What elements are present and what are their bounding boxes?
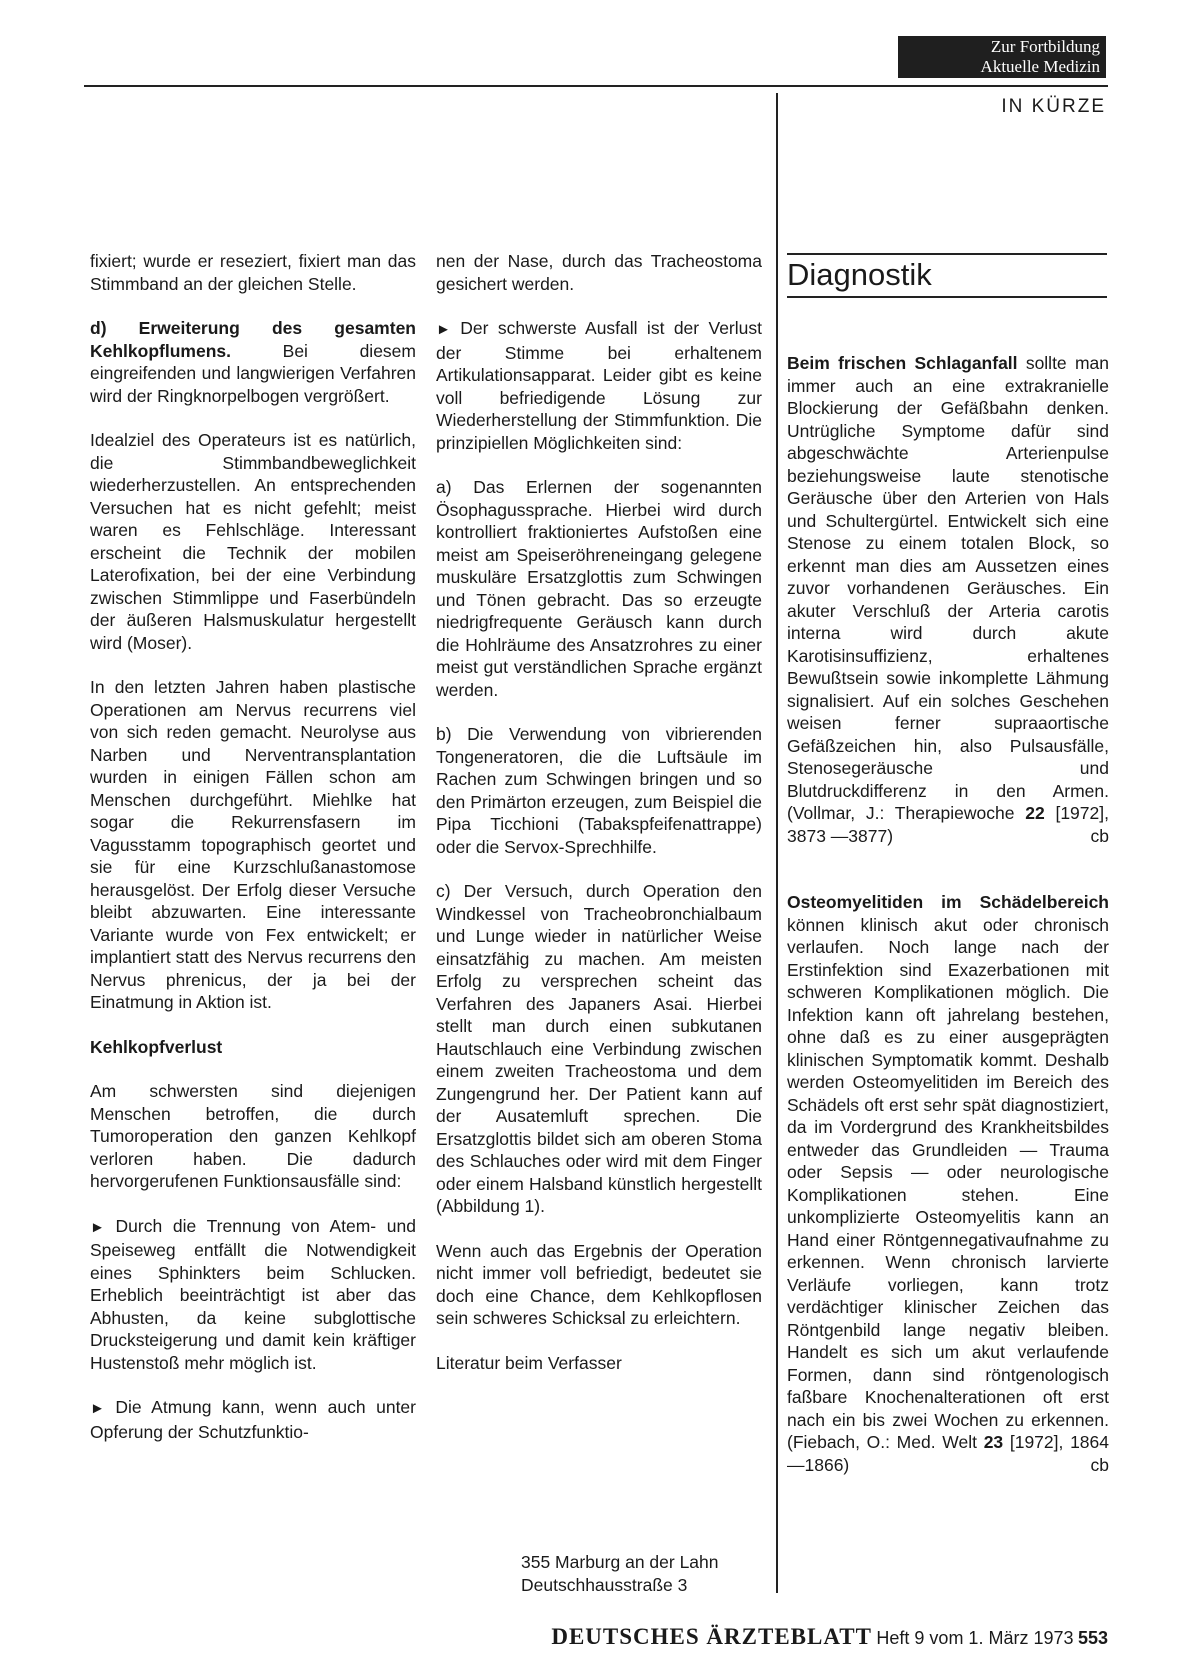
paragraph: Wenn auch das Ergebnis der Operation nicht immer voll befriedigt, bedeutet sie doch eine Chance, dem Kehlkopflosen sein schweres Schicksal zu erleichtern. (436, 1240, 762, 1328)
magazine-name: DEUTSCHES ÄRZTEBLATT (551, 1624, 872, 1649)
paragraph: nen der Nase, durch das Tracheostoma gesichert werden. (436, 251, 762, 294)
section-label-line2: Aktuelle Medizin (980, 57, 1100, 76)
news-item: Beim frischen Schlaganfall sollte man immer auch an eine extrakranielle Blockierung der Gefäßbahn denken. Untrügliche Symptome dafür sind abgeschwächte Arterienpulse beziehungsweise laute stenotische Geräusche über den Arterien von Hals und Schultergürtel. Entwickelt sich eine Stenose zu einem totalen Block, so erkennt man dies am Aussetzen eines zuvor vorhandenen Geräusches. Ein akuter Verschluß der Arteria carotis interna wird durch akute Karotisinsuffizienz, erhaltenes Bewußtsein sowie inkomplette Lähmung signalisiert. Auf ein solches Geschehen weisen ferner supraaortische Gefäßzeichen hin, also Pulsausfälle, Stenosegeräusche und Blutdruckdifferenz in den Armen. (Vollmar, J.: Therapiewoche 22 [1972], 3873 —3877) cb (787, 353, 1109, 846)
paragraph: d) Erweiterung des gesamten Kehlkopflumens. Bei diesem eingreifenden und langwierigen Verfahren wird der Ringknorpelbogen vergrößert. (90, 318, 416, 406)
column-2 (436, 250, 762, 1374)
section-label-box (898, 36, 1106, 78)
paragraph: fixiert; wurde er reseziert, fixiert man das Stimmband an der gleichen Stelle. (90, 251, 416, 294)
literature-note: Literatur beim Verfasser (436, 1352, 622, 1373)
section-title: IN KÜRZE (1001, 96, 1106, 117)
paragraph-lead: d) Erweiterung des gesamten Kehlkopflumens. (90, 318, 416, 361)
paragraph: b) Die Verwendung von vibrierenden Tongeneratoren, die die Luftsäule im Rachen zum Schwingen bringen und so den Primärton erzeugen, zum Beispiel die Pipa Ticchioni (Tabakspfeifenattrappe) oder die Servox-Sprechhilfe. (436, 724, 762, 857)
arrow-icon: ► (436, 321, 451, 338)
news-item-lead: Osteomyelitiden im Schädelbereich (787, 892, 1109, 912)
paragraph: c) Der Versuch, durch Operation den Windkessel von Tracheobronchialbaum und Lunge wieder in natürlicher Weise einsatzfähig zu machen. Am meisten Erfolg zu versprechen scheint das Verfahren des Japaners Asai. Hierbei stellt man durch einen subkutanen Hautschlauch eine Verbindung zwischen einem zweiten Tracheostoma und dem Zungengrund her. Der Patient kann auf der Ausatemluft sprechen. Die Ersatzglottis bildet sich am oberen Stoma des Schlauches oder wird mit dem Finger oder einem Halsband künstlich hergestellt (Abbildung 1). (436, 881, 762, 1216)
top-rule (84, 85, 1108, 87)
news-item-lead: Beim frischen Schlaganfall (787, 353, 1018, 373)
title-rule-top (787, 253, 1107, 255)
author-initials: cb (1090, 1454, 1109, 1475)
paragraph: a) Das Erlernen der sogenannten Ösophagussprache. Hierbei wird durch kontrolliert fraktioniertes Aufstoßen eine meist am Speiseröhreneingang gelegene muskuläre Ersatzglottis zum Schwingen und Tönen gebracht. Das so erzeugte niedrigfrequente Geräusch kann durch die Hohlräume des Ansatzrohres zu einer meist gut verständlichen Sprache ergänzt werden. (436, 477, 762, 700)
list-item: ► Durch die Trennung von Atem- und Speiseweg entfällt die Notwendigkeit eines Sphinkters beim Schlucken. Erheblich beeinträchtigt ist aber das Abhusten, da keine subglottische Drucksteigerung und damit kein kräftiger Hustenstoß mehr möglich ist. (90, 1215, 416, 1373)
paragraph: Idealziel des Operateurs ist es natürlich, die Stimmbandbeweglichkeit wiederherzustellen. An entsprechenden Versuchen hat es nicht gefehlt; meist waren es Fehlschläge. Interessant erscheint die Technik der mobilen Laterofixation, bei der eine Verbindung zwischen Stimmlippe und Faserbündeln der äußeren Halsmuskulatur hergestellt wird (Moser). (90, 430, 416, 653)
author-address: 355 Marburg an der Lahn Deutschhausstraße 3 (521, 1552, 719, 1595)
paragraph: In den letzten Jahren haben plastische Operationen am Nervus recurrens viel von sich reden gemacht. Neurolyse aus Narben und Nerventransplantation wurden in einigen Fällen schon am Menschen durchgeführt. Miehlke hat sogar die Rekurrensfasern im Vagusstamm topographisch geortet und sie für eine Kurzschlußanastomose herausgelöst. Der Erfolg dieser Versuche bleibt abzuwarten. Eine interessante Variante wurde von Fex entwickelt; er implantiert statt des Nervus recurrens den Nervus phrenicus, der ja bei der Einatmung in Aktion ist. (90, 677, 416, 1012)
news-item: Osteomyelitiden im Schädelbereich können klinisch akut oder chronisch verlaufen. Noch lange nach der Erstinfektion sind Exazerbationen mit schweren Komplikationen möglich. Die Infektion kann oft jahrelang bestehen, ohne daß es zu einer ausgeprägten klinischen Symptomatik kommt. Deshalb werden Osteomyelitiden im Bereich des Schädels oft erst sehr spät diagnostiziert, da im Vordergrund des Krankheitsbildes entweder das Grundleiden — Trauma oder Sepsis — oder neurologische Komplikationen stehen. Eine unkomplizierte Osteomyelitis kann an Hand einer Röntgennegativaufnahme zu erkennen. Wenn chronisch larvierte Verläufe vorliegen, kann trotz verdächtiger klinischer Zeichen das Röntgenbild lange negativ bleiben. Handelt es sich um akut verlaufende Formen, dann sind röntgenologisch faßbare Knochenalterationen oft erst nach ein bis zwei Wochen zu erkennen. (Fiebach, O.: Med. Welt 23 [1972], 1864—1866) cb (787, 892, 1110, 1475)
column-title: Diagnostik (787, 257, 932, 292)
section-label-line1: Zur Fortbildung (990, 37, 1100, 56)
list-item: ► Die Atmung kann, wenn auch unter Opferung der Schutzfunktio- (90, 1397, 416, 1442)
page-number: 553 (1077, 1628, 1108, 1648)
column-3 (787, 352, 1109, 1476)
subheading: Kehlkopfverlust (90, 1036, 223, 1057)
list-item: ► Der schwerste Ausfall ist der Verlust der Stimme bei erhaltenem Artikulationsapparat. Leider gibt es keine voll befriedigende Lösung zur Wiederherstellung der Stimmfunktion. Die prinzipiellen Möglichkeiten sind: (436, 318, 762, 453)
arrow-icon: ► (90, 1400, 105, 1417)
page-footer (498, 1624, 1108, 1650)
title-rule-bottom (787, 296, 1107, 298)
issue-info: Heft 9 vom 1. März 1973 (876, 1628, 1074, 1648)
arrow-icon: ► (90, 1218, 105, 1236)
paragraph: Am schwersten sind diejenigen Menschen betroffen, die durch Tumoroperation den ganzen Kehlkopf verloren haben. Die dadurch hervorgerufenen Funktionsausfälle sind: (90, 1081, 416, 1191)
column-rule (776, 93, 778, 1593)
column-1 (90, 250, 416, 1443)
author-initials: cb (1090, 825, 1109, 846)
